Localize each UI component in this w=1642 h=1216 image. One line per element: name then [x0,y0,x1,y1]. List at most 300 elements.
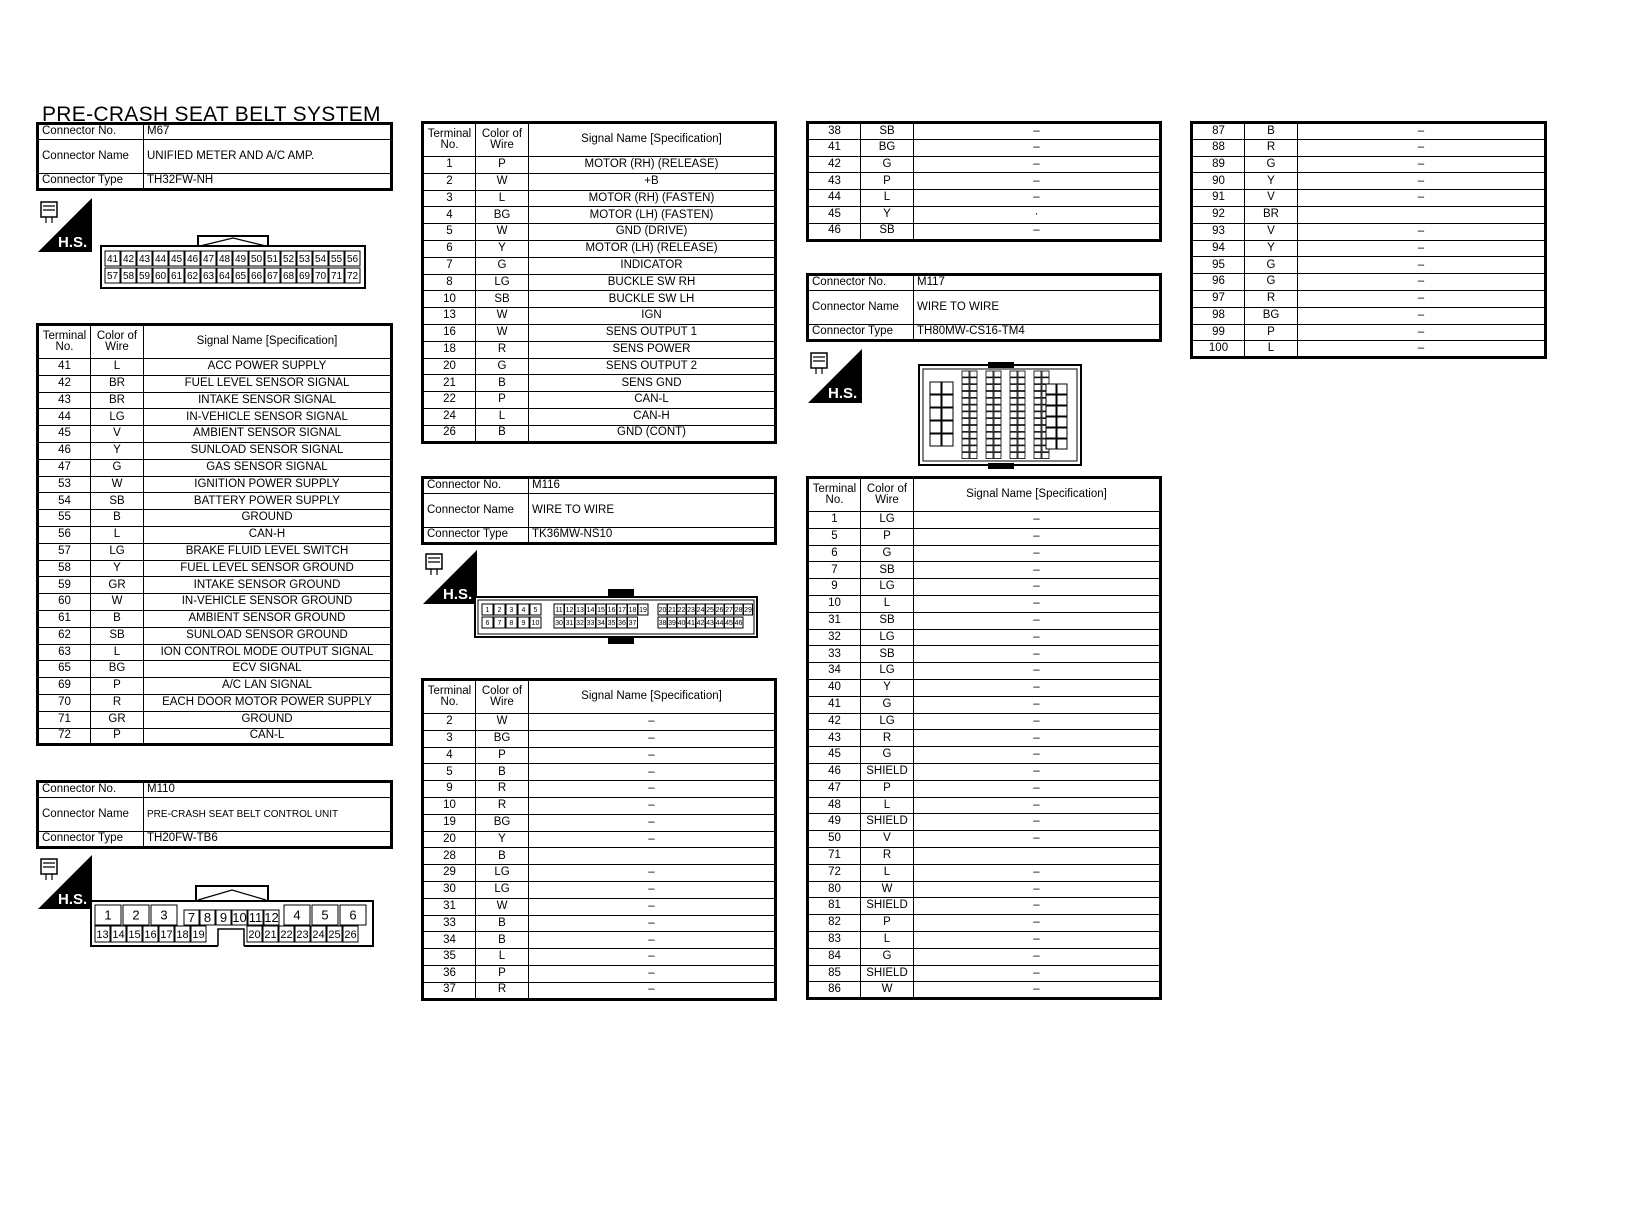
terminal-cell: 41 [808,139,861,156]
signal-cell: – [914,595,1161,612]
table-row [38,560,392,577]
table-row [423,257,776,274]
terminal-cell: 45 [808,206,861,223]
pin-number: 67 [266,271,279,283]
terminal-cell: 89 [1192,156,1245,173]
signal-cell: – [529,949,776,966]
terminal-cell: 86 [808,982,861,999]
pin-cell [986,425,993,431]
connector-latch-arrow [200,238,266,246]
table-row [808,763,1161,780]
pin-number: 5 [321,907,329,923]
pin-cell [1010,405,1017,411]
table-row [38,476,392,493]
pin-number: 16 [144,928,157,941]
pin-number: 22 [280,928,293,941]
signal-cell: – [914,982,1161,999]
pin-number: 9 [219,910,228,926]
terminal-cell: 42 [808,156,861,173]
terminal-cell: 34 [808,663,861,680]
terminal-cell: 53 [38,476,91,493]
pin-cell [1034,412,1041,418]
m110-terminal-table [421,121,777,444]
table-row [423,207,776,224]
pin-number: 24 [312,928,325,941]
pin-cell [930,434,941,446]
color-cell: P [861,528,914,545]
pin-cell [942,421,953,433]
pin-cell [994,385,1001,391]
signal-cell: – [914,831,1161,848]
terminal-cell: 22 [423,392,476,409]
pin-number: 51 [266,254,279,266]
table-row [423,157,776,174]
terminal-cell: 10 [423,291,476,308]
color-cell: BG [91,661,144,678]
terminal-cell: 43 [808,730,861,747]
color-cell: SHIELD [861,898,914,915]
terminal-cell: 96 [1192,274,1245,291]
pin-cell [1034,371,1041,377]
table-row [808,780,1161,797]
color-cell: R [1245,290,1298,307]
signal-cell: INTAKE SENSOR GROUND [144,577,392,594]
signal-cell: – [529,764,776,781]
signal-cell: INTAKE SENSOR SIGNAL [144,392,392,409]
pin-number: 22 [677,607,686,615]
pin-cell [1034,398,1041,404]
terminal-cell: 2 [423,173,476,190]
signal-cell: BRAKE FLUID LEVEL SWITCH [144,543,392,560]
terminal-cell: 95 [1192,257,1245,274]
pin-cell [962,425,969,431]
pin-cell [986,432,993,438]
pin-number: 2 [497,607,502,615]
terminal-cell: 72 [808,864,861,881]
pin-cell [970,439,977,445]
pin-cell [970,432,977,438]
table-row [38,510,392,527]
signal-cell: – [529,714,776,731]
connector-no-label: Connector No. [808,275,914,291]
color-cell: BG [476,207,529,224]
signal-cell: CAN-H [144,526,392,543]
pin-number: 56 [346,254,359,266]
terminal-cell: 46 [808,763,861,780]
terminal-cell: 57 [38,543,91,560]
table-row [423,240,776,257]
table-row [1192,257,1546,274]
pin-number: 17 [160,928,173,941]
table-row [808,223,1161,240]
terminal-cell: 46 [38,442,91,459]
signal-cell: ECV SIGNAL [144,661,392,678]
terminal-cell: 59 [38,577,91,594]
signal-cell: CAN-L [144,728,392,745]
color-cell: L [861,190,914,207]
color-cell: V [1245,190,1298,207]
m117-info-table [806,273,1162,342]
color-cell: P [476,392,529,409]
pin-cell [1018,412,1025,418]
table-row [808,528,1161,545]
pin-number: 1 [104,907,112,923]
color-cell: LG [91,409,144,426]
header-terminal: Terminal No. [38,325,91,359]
table-row [1192,341,1546,358]
signal-cell: – [529,915,776,932]
pin-cell [1057,395,1067,405]
connector-type-label: Connector Type [423,528,529,544]
pin-number: 64 [218,271,231,283]
pin-cell [942,382,953,394]
pin-cell [1010,425,1017,431]
pin-number: 13 [96,928,109,941]
pin-cell [1010,439,1017,445]
hs-harness-side-icon [423,550,477,604]
pin-number: 30 [555,620,563,628]
pin-cell [970,405,977,411]
terminal-cell: 69 [38,678,91,695]
color-cell: B [476,932,529,949]
hs-label: H.S. [58,891,88,908]
signal-cell: – [914,190,1161,207]
color-cell: W [476,898,529,915]
table-row [808,190,1161,207]
pin-cell [1010,412,1017,418]
color-cell: P [476,747,529,764]
pin-cell [1010,432,1017,438]
terminal-cell: 33 [423,915,476,932]
signal-cell: – [1298,223,1546,240]
signal-cell: – [914,173,1161,190]
color-cell: LG [861,512,914,529]
color-cell: L [91,644,144,661]
pin-number: 6 [349,907,357,923]
pin-cell [1042,378,1049,384]
terminal-cell: 9 [808,579,861,596]
terminal-cell: 92 [1192,206,1245,223]
pin-number: 43 [706,620,714,628]
terminal-cell: 7 [808,562,861,579]
m116-continued-table [806,121,1162,242]
connector-type-value: TH32FW-NH [144,174,392,190]
signal-cell: SENS OUTPUT 2 [529,358,776,375]
pin-number: 54 [314,254,327,266]
terminal-cell: 80 [808,881,861,898]
table-row [423,865,776,882]
terminal-cell: 49 [808,814,861,831]
header-terminal: Terminal No. [423,680,476,714]
signal-cell: – [914,612,1161,629]
table-row [808,512,1161,529]
table-row [423,932,776,949]
header-signal: Signal Name [Specification] [914,478,1161,512]
signal-cell: – [914,123,1161,140]
color-cell: SB [91,493,144,510]
terminal-cell: 81 [808,898,861,915]
signal-cell: +B [529,173,776,190]
pin-cell [1018,398,1025,404]
pin-number: 28 [734,607,743,615]
connector-name-label: Connector Name [808,291,914,325]
connector-no-label: Connector No. [423,478,529,494]
signal-cell: SUNLOAD SENSOR SIGNAL [144,442,392,459]
signal-cell: – [914,579,1161,596]
connector-name-value: UNIFIED METER AND A/C AMP. [144,140,392,174]
m110-connector-diagram [90,884,376,948]
pin-cell [1046,439,1056,449]
pin-cell [942,434,953,446]
pin-number: 69 [298,271,311,283]
table-row [1192,290,1546,307]
header-color: Color of Wire [91,325,144,359]
pin-number: 12 [565,607,574,615]
pin-cell [1057,417,1067,427]
signal-cell: – [914,898,1161,915]
signal-cell: – [914,797,1161,814]
table-row [808,847,1161,864]
connector-no-label: Connector No. [38,124,144,140]
pin-cell [1018,439,1025,445]
connector-type-label: Connector Type [38,174,144,190]
pin-cell [1057,428,1067,438]
color-cell: LG [476,274,529,291]
signal-cell: – [529,865,776,882]
signal-cell: – [1298,139,1546,156]
table-row [1192,274,1546,291]
pin-number: 41 [106,254,119,266]
table-row [423,714,776,731]
pin-number: 14 [586,607,595,615]
terminal-cell: 44 [38,409,91,426]
table-row [808,898,1161,915]
pin-number: 33 [586,620,595,628]
signal-cell: – [914,696,1161,713]
pin-number: 17 [618,607,626,615]
table-row [808,156,1161,173]
connector-latch [988,362,1014,368]
table-row [423,408,776,425]
pin-number: 12 [264,910,279,926]
color-cell: Y [1245,240,1298,257]
terminal-cell: 16 [423,324,476,341]
signal-cell: MOTOR (RH) (FASTEN) [529,190,776,207]
table-row [423,392,776,409]
table-row [38,728,392,745]
pin-cell [986,391,993,397]
signal-cell: CAN-H [529,408,776,425]
signal-cell: BUCKLE SW LH [529,291,776,308]
color-cell: LG [91,543,144,560]
signal-cell: SENS GND [529,375,776,392]
table-row [38,543,392,560]
pin-number: 71 [330,271,343,283]
pin-number: 70 [314,271,327,283]
color-cell: P [476,965,529,982]
pin-number: 16 [607,607,616,615]
table-row [423,898,776,915]
table-row [808,982,1161,999]
signal-cell: MOTOR (LH) (RELEASE) [529,240,776,257]
connector-no-value: M116 [529,478,776,494]
pin-number: 10 [531,620,540,628]
hs-label: H.S. [443,586,473,603]
pin-number: 26 [715,607,724,615]
pin-number: 35 [607,620,616,628]
pin-number: 31 [565,620,574,628]
signal-cell: – [914,156,1161,173]
pin-number: 7 [497,620,502,628]
pin-cell [962,405,969,411]
terminal-cell: 72 [38,728,91,745]
signal-cell: – [529,781,776,798]
connector-no-value: M117 [914,275,1161,291]
pin-cell [1010,371,1017,377]
pin-cell [1018,419,1025,425]
table-row [1192,190,1546,207]
terminal-cell: 41 [808,696,861,713]
signal-cell: – [914,646,1161,663]
terminal-cell: 43 [808,173,861,190]
terminal-cell: 5 [423,764,476,781]
connector-name-value: WIRE TO WIRE [914,291,1161,325]
signal-cell: – [1298,290,1546,307]
pin-cell [986,439,993,445]
terminal-cell: 45 [808,747,861,764]
color-cell: SB [91,627,144,644]
pin-cell [1010,378,1017,384]
color-cell: R [476,341,529,358]
color-cell: B [476,764,529,781]
pin-number: 11 [555,607,563,615]
pin-number: 21 [264,928,277,941]
terminal-cell: 1 [808,512,861,529]
pin-cell [970,453,977,459]
pin-cell [1010,453,1017,459]
color-cell: BG [476,814,529,831]
table-row [423,781,776,798]
signal-cell: – [1298,190,1546,207]
pin-cell [1010,419,1017,425]
color-cell: R [476,781,529,798]
pin-number: 19 [192,928,205,941]
terminal-cell: 42 [808,713,861,730]
table-row [808,139,1161,156]
pin-number: 25 [328,928,341,941]
color-cell: P [91,728,144,745]
terminal-cell: 34 [423,932,476,949]
terminal-cell: 43 [38,392,91,409]
connector-no-value: M110 [144,782,392,798]
terminal-cell: 9 [423,781,476,798]
signal-cell: ION CONTROL MODE OUTPUT SIGNAL [144,644,392,661]
table-row [808,646,1161,663]
table-row [423,949,776,966]
color-cell: P [861,173,914,190]
header-terminal: Terminal No. [808,478,861,512]
table-row [38,594,392,611]
header-signal: Signal Name [Specification] [529,123,776,157]
pin-cell [1010,398,1017,404]
terminal-cell: 28 [423,848,476,865]
pin-cell [970,446,977,452]
pin-cell [986,385,993,391]
pin-number: 21 [668,607,676,615]
color-cell: R [476,797,529,814]
pin-cell [986,378,993,384]
terminal-cell: 90 [1192,173,1245,190]
table-row [38,694,392,711]
pin-number: 53 [298,254,311,266]
signal-cell: – [1298,123,1546,140]
pin-cell [970,391,977,397]
pin-number: 18 [628,607,637,615]
pin-number: 20 [658,607,667,615]
m116-connector-diagram [474,588,760,646]
pin-cell [1010,391,1017,397]
pin-cell [962,453,969,459]
color-cell: LG [861,629,914,646]
color-cell: G [1245,257,1298,274]
table-row [38,644,392,661]
pin-number: 47 [202,254,215,266]
terminal-cell: 10 [808,595,861,612]
table-row [38,392,392,409]
table-row [423,797,776,814]
signal-cell: FUEL LEVEL SENSOR GROUND [144,560,392,577]
pin-number: 3 [509,607,514,615]
signal-cell: – [914,730,1161,747]
color-cell: B [91,610,144,627]
terminal-cell: 13 [423,308,476,325]
color-cell: SB [861,612,914,629]
terminal-cell: 3 [423,190,476,207]
header-terminal: Terminal No. [423,123,476,157]
header-signal: Signal Name [Specification] [144,325,392,359]
hs-label: H.S. [828,385,858,402]
terminal-cell: 62 [38,627,91,644]
color-cell: GR [91,711,144,728]
pin-number: 23 [687,607,695,615]
pin-cell [994,412,1001,418]
color-cell: P [861,780,914,797]
pin-cell [962,439,969,445]
pin-number: 20 [248,928,261,941]
table-row [808,612,1161,629]
terminal-cell: 38 [808,123,861,140]
table-row [423,764,776,781]
color-cell: W [861,881,914,898]
pin-cell [930,382,941,394]
pin-number: 55 [330,254,343,266]
terminal-cell: 65 [38,661,91,678]
signal-cell: SUNLOAD SENSOR GROUND [144,627,392,644]
color-cell: LG [476,881,529,898]
color-cell: W [476,714,529,731]
color-cell: B [1245,123,1298,140]
table-row [808,864,1161,881]
signal-cell: GND (CONT) [529,425,776,442]
pin-number: 65 [234,271,247,283]
table-row [808,595,1161,612]
terminal-cell: 47 [808,780,861,797]
color-cell: LG [861,579,914,596]
header-color: Color of Wire [476,680,529,714]
pin-number: 60 [154,271,167,283]
pin-number: 45 [170,254,183,266]
terminal-cell: 100 [1192,341,1245,358]
